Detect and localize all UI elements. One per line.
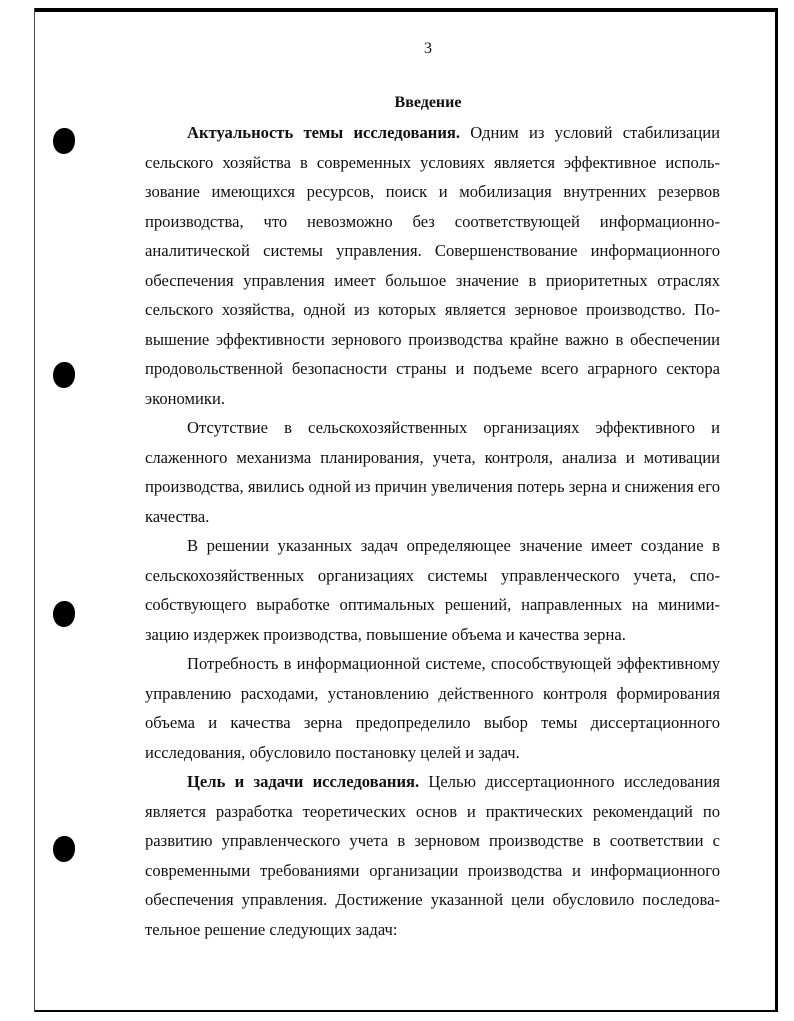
page-number: 3 <box>424 40 432 57</box>
paragraph-lead: Актуальность темы исследования. <box>187 123 461 142</box>
paragraph-text: Одним из условий стабилизации сельского хозяйства в современных условиях является эффективное использование имеющихся ресурсов, поиск и мобилизация внутренних резервов производства, что невозможно без соответствующей информационно-аналитической системы управления. Совершенствование информационного обеспечения управления имеет большое значение в приоритетных отраслях сельского хозяйства, одной из которых является зерновое производство. Повышение эффективности зернового производства крайне важно в обеспечении продовольственной безопасности страны и подъеме всего аграрного сектора экономики. <box>145 123 720 408</box>
paragraph-relevance <box>145 118 720 413</box>
page-border-bottom <box>34 1010 778 1012</box>
page-border-right <box>775 8 778 1012</box>
paragraph-text: Целью диссертационного исследования является разработка теоретических основ и практических рекомендаций по развитию управленческого учета в зерновом производстве в соответствии с современными требованиями организации производства и информационного обеспечения управления. Достижение указанной цели обусловило последовательное решение следующих задач: <box>145 772 720 939</box>
punch-hole <box>53 601 75 627</box>
document-body <box>145 118 720 944</box>
punch-hole <box>53 128 75 154</box>
paragraph <box>145 531 720 649</box>
paragraph-text: Потребность в информационной системе, способствующей эффективному управлению расходами, установлению действенного контроля формирования объема и качества зерна предопределило выбор темы диссертационного исследования, обусловило постановку целей и задач. <box>145 654 720 762</box>
paragraph-lead: Цель и задачи исследования. <box>187 772 420 791</box>
paragraph <box>145 413 720 531</box>
paragraph-goals <box>145 767 720 944</box>
page-border-left <box>34 8 35 1012</box>
paragraph-text: Отсутствие в сельскохозяйственных организациях эффективного и слаженного механизма планирования, учета, контроля, анализа и мотивации производства, явились одной из причин увеличения потерь зерна и снижения его качества. <box>145 418 720 526</box>
punch-hole <box>53 362 75 388</box>
paragraph <box>145 649 720 767</box>
punch-hole <box>53 836 75 862</box>
paragraph-text: В решении указанных задач определяющее значение имеет создание в сельскохозяйственных организациях системы управленческого учета, способствующего выработке оптимальных решений, направленных на минимизацию издержек производства, повышение объема и качества зерна. <box>145 536 720 644</box>
page-border-top <box>34 8 778 12</box>
page-title: Введение <box>394 94 462 111</box>
